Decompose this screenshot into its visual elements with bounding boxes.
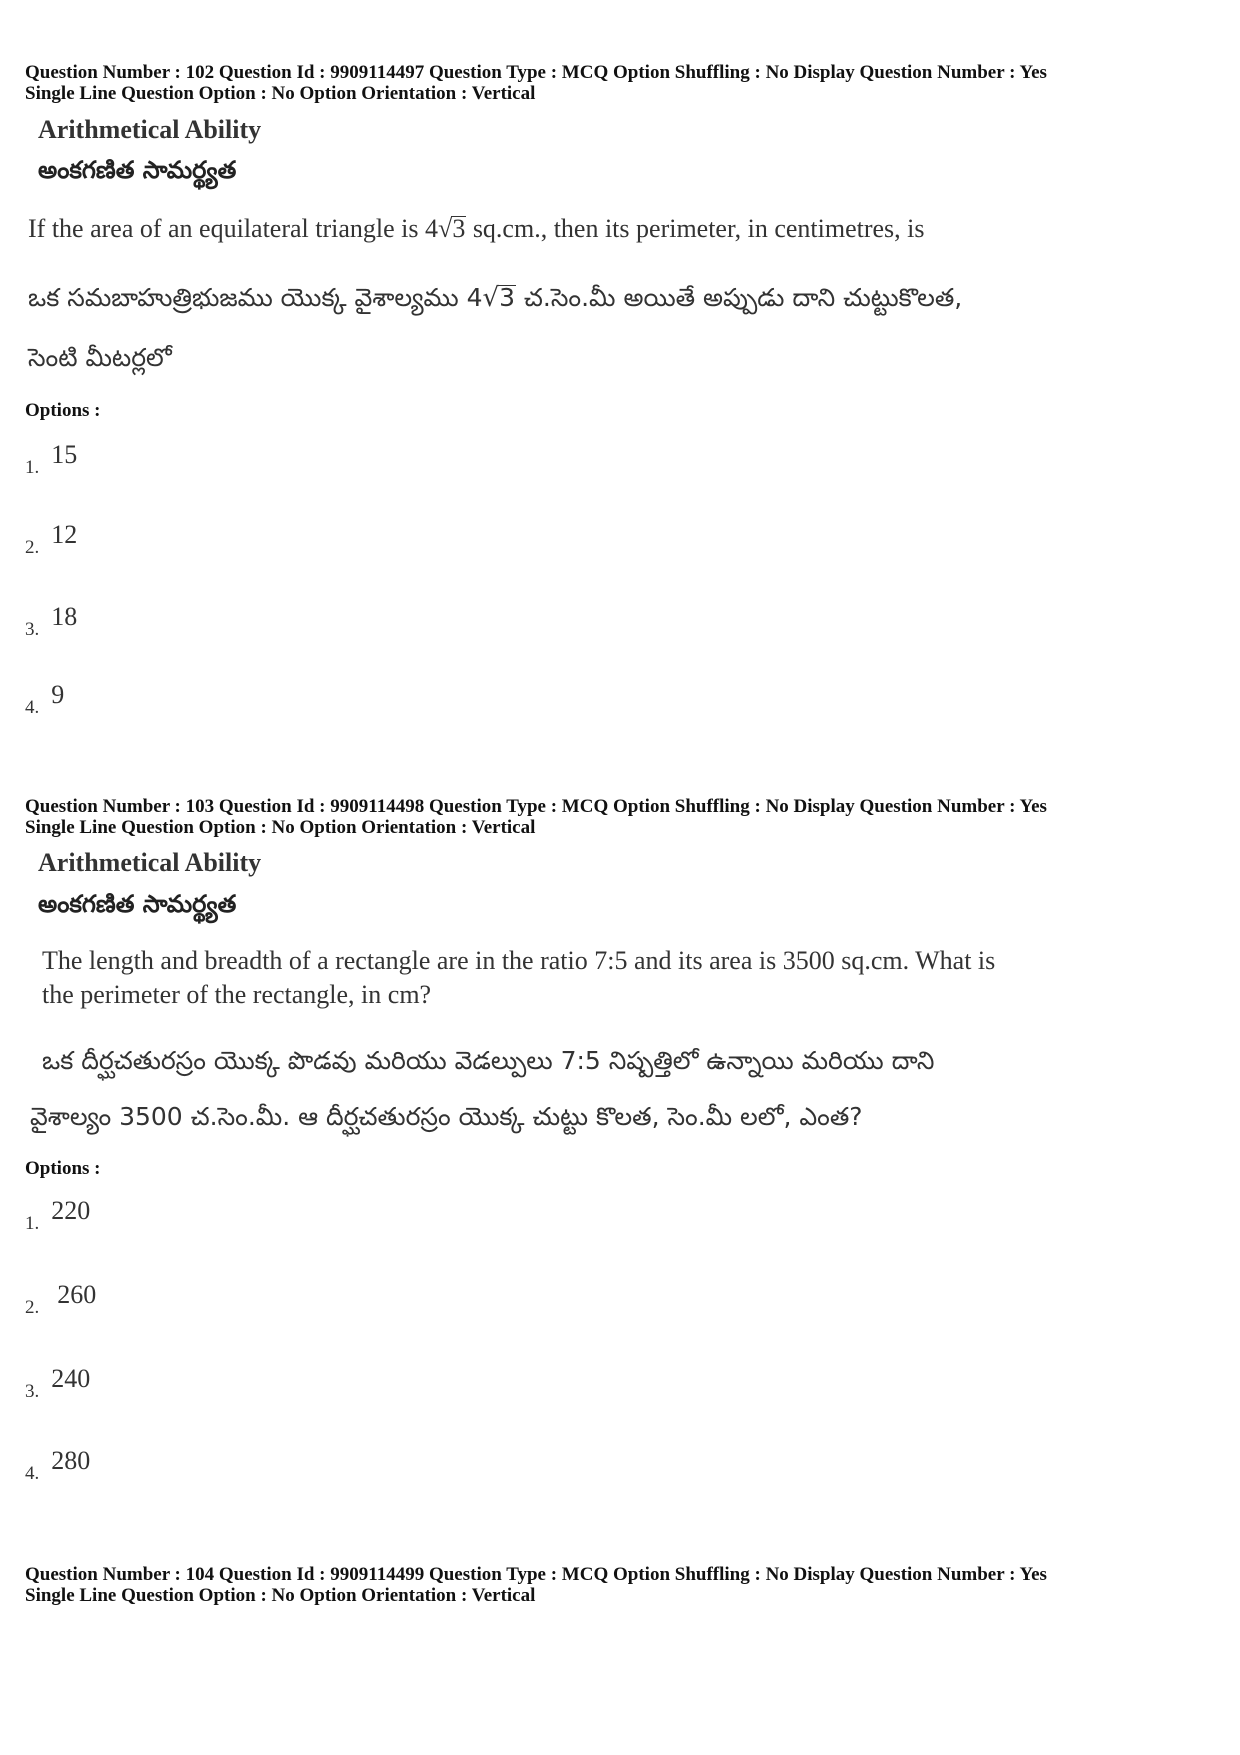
option-number: 3. bbox=[25, 1381, 40, 1402]
question-103-option-4[interactable] bbox=[25, 1446, 91, 1484]
question-102-text-te-line2: సెంటి మీటర్లలో bbox=[28, 343, 172, 372]
option-value: 280 bbox=[51, 1446, 91, 1475]
question-103-meta-line1: Question Number : 103 Question Id : 9909114498 Question Type : MCQ Option Shuffling : No Display Question Number : Yes bbox=[25, 796, 1047, 817]
question-103-text-te-line2: వైశాల్యం 3500 చ.సెం.మీ. ఆ దీర్ఘచతురస్రం యొక్క చుట్టు కొలత, సెం.మీ లలో, ఎంత? bbox=[30, 1102, 863, 1131]
sqrt-icon: √ bbox=[482, 283, 500, 313]
question-103-text-en-line1: The length and breadth of a rectangle are in the ratio 7:5 and its area is 3500 sq.cm. What is bbox=[42, 946, 996, 975]
question-104-meta-line1: Question Number : 104 Question Id : 9909114499 Question Type : MCQ Option Shuffling : No Display Question Number : Yes bbox=[25, 1564, 1047, 1585]
question-103-option-3[interactable] bbox=[25, 1364, 91, 1402]
question-102-option-4[interactable] bbox=[25, 680, 65, 718]
question-103-text-te-line1: ఒక దీర్ఘచతురస్రం యొక్క పొడవు మరియు వెడల్పులు 7:5 నిష్పత్తిలో ఉన్నాయి మరియు దాని bbox=[42, 1046, 935, 1075]
question-103-subject-en: Arithmetical Ability bbox=[38, 848, 262, 877]
question-102-text-te-line1 bbox=[28, 283, 962, 319]
question-102-te-radicand: 3 bbox=[499, 283, 515, 312]
question-102-option-1[interactable] bbox=[25, 440, 78, 478]
option-number: 2. bbox=[25, 537, 40, 558]
sqrt-icon: √ bbox=[438, 214, 453, 243]
option-number: 1. bbox=[25, 1213, 40, 1234]
question-103-subject-te: అంకగణిత సామర్థ్యత bbox=[38, 890, 237, 918]
option-value: 260 bbox=[57, 1280, 97, 1309]
option-value: 240 bbox=[51, 1364, 91, 1393]
question-102-options-label: Options : bbox=[25, 400, 101, 421]
option-number: 2. bbox=[25, 1297, 40, 1318]
question-102-text-te-before: ఒక సమబాహుత్రిభుజము యొక్క వైశాల్యము 4 bbox=[28, 283, 483, 312]
option-value: 15 bbox=[51, 440, 78, 469]
option-value: 220 bbox=[51, 1196, 91, 1225]
option-number: 4. bbox=[25, 697, 40, 718]
option-number: 1. bbox=[25, 457, 40, 478]
question-103-options-label: Options : bbox=[25, 1158, 101, 1179]
question-102-text-en-after: sq.cm., then its perimeter, in centimetres, is bbox=[466, 214, 925, 243]
option-value: 18 bbox=[51, 602, 78, 631]
question-102-meta-line1: Question Number : 102 Question Id : 9909114497 Question Type : MCQ Option Shuffling : No Display Question Number : Yes bbox=[25, 62, 1047, 83]
question-102-text-en-before: If the area of an equilateral triangle is 4 bbox=[28, 214, 439, 243]
question-102-text-te-after: చ.సెం.మీ అయితే అప్పుడు దాని చుట్టుకొలత, bbox=[515, 283, 963, 312]
question-102-option-3[interactable] bbox=[25, 602, 78, 640]
question-102-subject-te: అంకగణిత సామర్థ్యత bbox=[38, 156, 237, 184]
option-number: 3. bbox=[25, 619, 40, 640]
question-102-text-en bbox=[28, 212, 925, 246]
question-103-option-1[interactable] bbox=[25, 1196, 91, 1234]
option-number: 4. bbox=[25, 1463, 40, 1484]
question-102-subject-en: Arithmetical Ability bbox=[38, 115, 262, 144]
question-102-meta-line2: Single Line Question Option : No Option Orientation : Vertical bbox=[25, 83, 536, 104]
option-value: 12 bbox=[51, 520, 78, 549]
question-103-meta-line2: Single Line Question Option : No Option Orientation : Vertical bbox=[25, 817, 536, 838]
question-104-meta-line2: Single Line Question Option : No Option Orientation : Vertical bbox=[25, 1585, 536, 1606]
question-102-option-2[interactable] bbox=[25, 520, 78, 558]
question-102-radicand: 3 bbox=[452, 214, 466, 243]
question-103-option-2[interactable] bbox=[25, 1280, 97, 1318]
question-103-text-en-line2: the perimeter of the rectangle, in cm? bbox=[42, 980, 432, 1009]
option-value: 9 bbox=[51, 680, 65, 709]
